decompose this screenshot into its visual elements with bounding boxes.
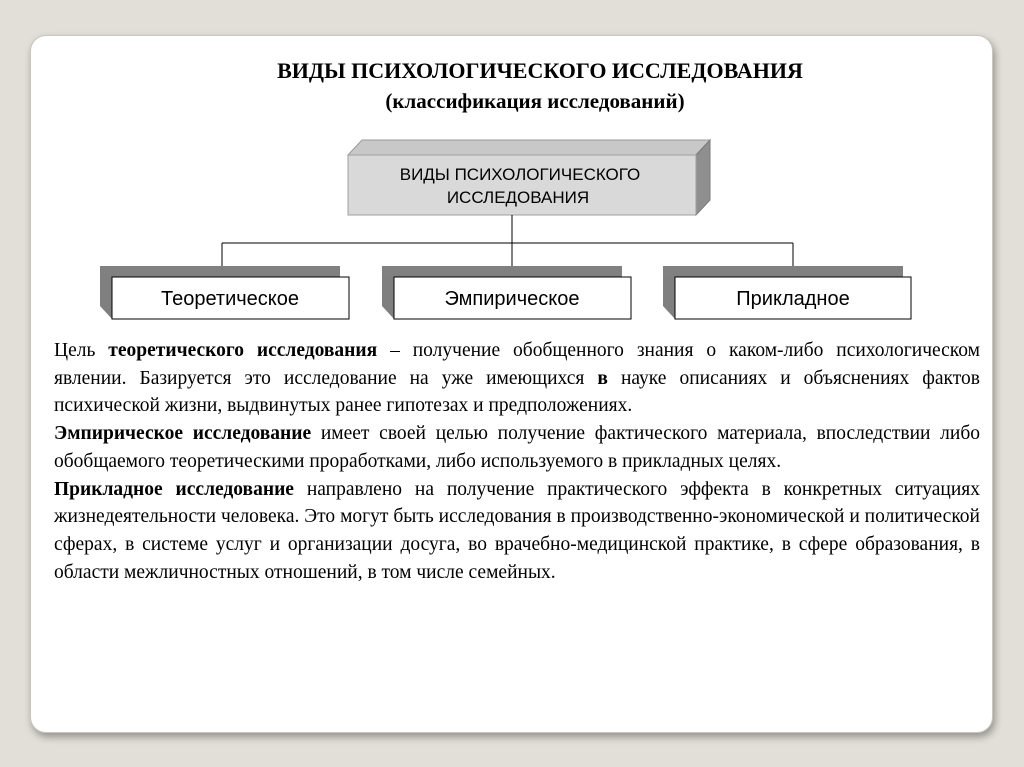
p3-text: направлено на получение практического эффекта в конкретных ситуациях жизнедеятельности человека. Это могут быть исследования в производственно-экономической и политической сферах, в системе услуг и организации досуга, во врачебно-медицинской практике, в сфере образования, в области межличностных отношений, в том числе семейных.: [54, 478, 980, 583]
child-box-top-band: [663, 266, 903, 278]
root-box-label-line1: ВИДЫ ПСИХОЛОГИЧЕСКОГО: [399, 165, 641, 184]
paragraph-applied: [54, 476, 980, 587]
child-box-applied: [663, 266, 911, 319]
p1-bold-preposition: в: [597, 367, 608, 389]
child-box-label: Прикладное: [736, 288, 850, 310]
p1-bold-term: теоретического исследования: [108, 340, 378, 361]
p1-text: – получение обобщенного знания о каком-либо психологическом явлении. Базируется это исследование на уже имеющихся: [54, 340, 981, 389]
p3-bold-term: Прикладное исследование: [54, 478, 294, 500]
slide-title: ВИДЫ ПСИХОЛОГИЧЕСКОГО ИССЛЕДОВАНИЯ: [277, 58, 803, 83]
child-box-label: Эмпирическое: [444, 288, 580, 310]
child-box-top-band: [100, 266, 340, 278]
root-box-top: [348, 140, 710, 155]
child-box-label: Теоретическое: [160, 288, 300, 310]
p2-bold-term: Эмпирическое исследование: [54, 423, 312, 445]
root-box-label-line2: ИССЛЕДОВАНИЯ: [446, 188, 590, 207]
p1-text-end: науке описаниях и объяснениях фактов психической жизни, выдвинутых ранее гипотезах и предположениях.: [54, 367, 980, 417]
child-box-top-band: [382, 266, 622, 278]
root-box: [348, 140, 710, 215]
paragraph-empirical: [54, 420, 980, 475]
slide-subtitle: (классификация исследований): [385, 89, 685, 113]
child-box-theoretical: [100, 266, 349, 319]
child-box-empirical: [382, 266, 631, 319]
p2-text: имеет своей целью получение фактического материала, впоследствии либо обобщаемого теоретическими проработками, либо используемого в прикладных целях.: [54, 423, 980, 472]
p1-lead: Цель: [54, 340, 96, 361]
description-text: [54, 337, 980, 586]
paragraph-theoretical: [54, 337, 980, 420]
